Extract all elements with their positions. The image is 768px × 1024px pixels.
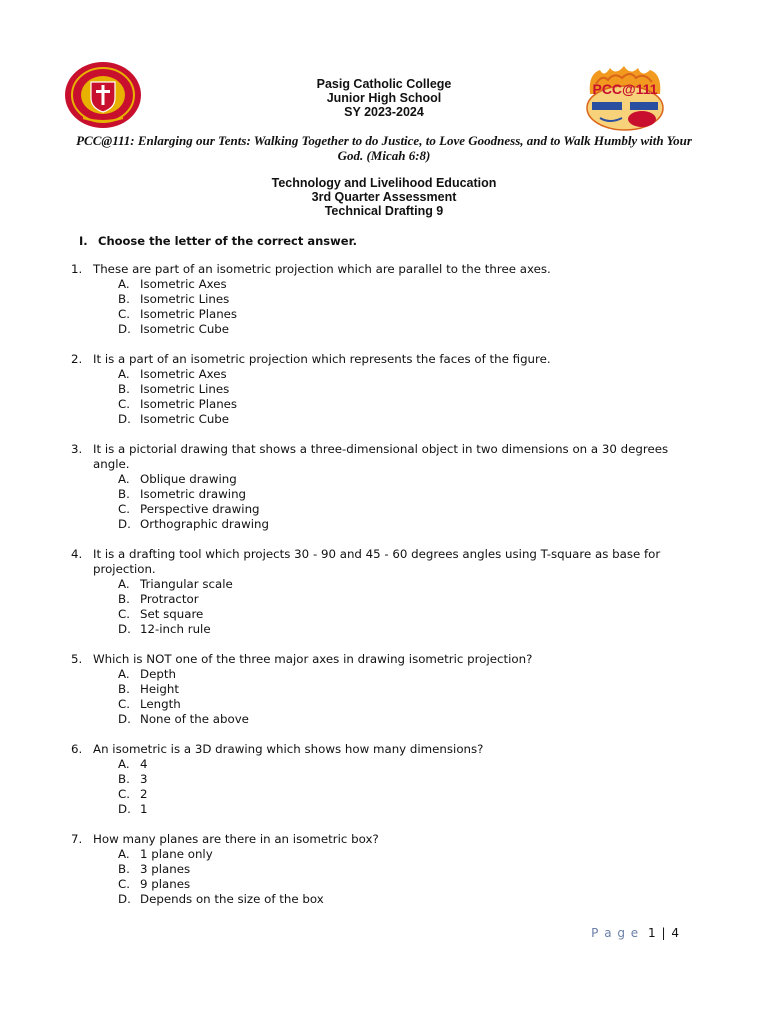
page-number: 1 [648, 926, 657, 940]
answer-choice [118, 322, 691, 337]
choice-text: Protractor [140, 592, 199, 606]
choice-text: Triangular scale [140, 577, 233, 591]
choice-text: Perspective drawing [140, 502, 260, 516]
answer-choice [118, 892, 691, 907]
choice-text: Isometric Cube [140, 412, 230, 426]
choice-text: 12-inch rule [140, 622, 211, 636]
question-item [71, 262, 691, 337]
choice-letter: B. [118, 382, 130, 396]
question-item [71, 352, 691, 427]
question-item [71, 832, 691, 907]
answer-choice [118, 877, 691, 892]
choice-letter: A. [118, 757, 130, 771]
choice-text: Depth [140, 667, 176, 681]
answer-choice [118, 667, 691, 682]
answer-choice [118, 277, 691, 292]
choice-text: Isometric Axes [140, 277, 227, 291]
answer-choice [118, 292, 691, 307]
question-number: 6. [71, 742, 83, 756]
choice-text: 4 [140, 757, 148, 771]
choice-letter: C. [118, 877, 130, 891]
choice-text: Isometric Lines [140, 382, 230, 396]
choice-text: Isometric Cube [140, 322, 230, 336]
choice-letter: B. [118, 487, 130, 501]
answer-choice [118, 577, 691, 592]
page-label: P a g e [591, 926, 640, 940]
choice-text: Set square [140, 607, 204, 621]
answer-choice [118, 757, 691, 772]
choice-letter: C. [118, 607, 130, 621]
department: Junior High School [326, 91, 442, 105]
section-number: I. [79, 234, 88, 248]
choice-letter: C. [118, 307, 130, 321]
question-item [71, 652, 691, 727]
question-number: 7. [71, 832, 83, 846]
choice-letter: B. [118, 682, 130, 696]
question-row [71, 652, 691, 667]
choice-letter: D. [118, 412, 131, 426]
question-list [71, 262, 691, 922]
assessment-header [0, 176, 768, 218]
choice-text: Depends on the size of the box [140, 892, 324, 906]
answer-choice [118, 367, 691, 382]
answer-choice [118, 607, 691, 622]
answer-choice [118, 307, 691, 322]
school-name: Pasig Catholic College [316, 77, 452, 91]
choice-text: Isometric Axes [140, 367, 227, 381]
question-text: It is a drafting tool which projects 30 - 90 and 45 - 60 degrees angles using T-square as base for projection. [93, 547, 661, 576]
choice-letter: B. [118, 772, 130, 786]
choice-letter: C. [118, 502, 130, 516]
question-item [71, 742, 691, 817]
choice-text: Orthographic drawing [140, 517, 269, 531]
question-item [71, 442, 691, 532]
question-row [71, 442, 691, 472]
choice-letter: A. [118, 667, 130, 681]
choice-text: 3 planes [140, 862, 191, 876]
answer-choice [118, 517, 691, 532]
choice-letter: B. [118, 592, 130, 606]
question-text: It is a part of an isometric projection which represents the faces of the figure. [93, 352, 551, 366]
choice-text: 9 planes [140, 877, 191, 891]
page-separator: | [661, 926, 667, 940]
choice-text: 2 [140, 787, 148, 801]
page-footer [591, 926, 680, 940]
choice-text: Oblique drawing [140, 472, 237, 486]
question-number: 1. [71, 262, 83, 276]
choice-letter: A. [118, 847, 130, 861]
choice-letter: A. [118, 472, 130, 486]
choice-letter: C. [118, 397, 130, 411]
question-row [71, 352, 691, 367]
question-row [71, 832, 691, 847]
subject-title: Technology and Livelihood Education [271, 176, 497, 190]
choice-text: Isometric Planes [140, 397, 238, 411]
question-text: Which is NOT one of the three major axes in drawing isometric projection? [93, 652, 533, 666]
answer-choice [118, 472, 691, 487]
total-pages: 4 [671, 926, 680, 940]
choice-letter: D. [118, 802, 131, 816]
answer-choice [118, 772, 691, 787]
school-year: SY 2023-2024 [344, 105, 424, 119]
choice-text: 1 [140, 802, 148, 816]
answer-choice [118, 802, 691, 817]
question-number: 2. [71, 352, 83, 366]
choice-text: None of the above [140, 712, 249, 726]
assessment-title: 3rd Quarter Assessment [311, 190, 457, 204]
answer-choice [118, 847, 691, 862]
choice-letter: D. [118, 517, 131, 531]
school-motto: PCC@111: Enlarging our Tents: Walking Together to do Justice, to Love Goodness, and to Walk Humbly with Your God. (Micah 6:8) [76, 133, 692, 163]
question-text: It is a pictorial drawing that shows a three-dimensional object in two dimensions on a 30 degrees angle. [93, 442, 669, 471]
course-title: Technical Drafting 9 [324, 204, 444, 218]
choice-letter: B. [118, 292, 130, 306]
question-number: 3. [71, 442, 83, 456]
answer-choice [118, 397, 691, 412]
question-item [71, 547, 691, 637]
section-instruction: Choose the letter of the correct answer. [98, 234, 357, 248]
question-row [71, 742, 691, 757]
answer-choice [118, 487, 691, 502]
answer-choice [118, 787, 691, 802]
answer-choice [118, 697, 691, 712]
question-row [71, 262, 691, 277]
answer-choice [118, 592, 691, 607]
choice-letter: C. [118, 787, 130, 801]
choice-text: Isometric Planes [140, 307, 238, 321]
question-text: These are part of an isometric projection which are parallel to the three axes. [93, 262, 551, 276]
answer-choice [118, 382, 691, 397]
choice-text: Isometric Lines [140, 292, 230, 306]
choice-letter: A. [118, 277, 130, 291]
choice-text: 1 plane only [140, 847, 213, 861]
svg-text:PCC@111: PCC@111 [592, 81, 658, 97]
answer-choice [118, 862, 691, 877]
choice-letter: D. [118, 892, 131, 906]
section-heading [79, 234, 357, 248]
school-header [0, 77, 768, 119]
choice-text: Height [140, 682, 179, 696]
answer-choice [118, 712, 691, 727]
question-text: An isometric is a 3D drawing which shows how many dimensions? [93, 742, 484, 756]
choice-letter: D. [118, 622, 131, 636]
question-number: 4. [71, 547, 83, 561]
question-row [71, 547, 691, 577]
choice-letter: A. [118, 577, 130, 591]
choice-text: Length [140, 697, 181, 711]
question-number: 5. [71, 652, 83, 666]
answer-choice [118, 682, 691, 697]
choice-letter: B. [118, 862, 130, 876]
answer-choice [118, 412, 691, 427]
choice-letter: A. [118, 367, 130, 381]
choice-letter: D. [118, 712, 131, 726]
choice-text: 3 [140, 772, 148, 786]
choice-text: Isometric drawing [140, 487, 247, 501]
answer-choice [118, 622, 691, 637]
answer-choice [118, 502, 691, 517]
question-text: How many planes are there in an isometric box? [93, 832, 379, 846]
choice-letter: D. [118, 322, 131, 336]
choice-letter: C. [118, 697, 130, 711]
